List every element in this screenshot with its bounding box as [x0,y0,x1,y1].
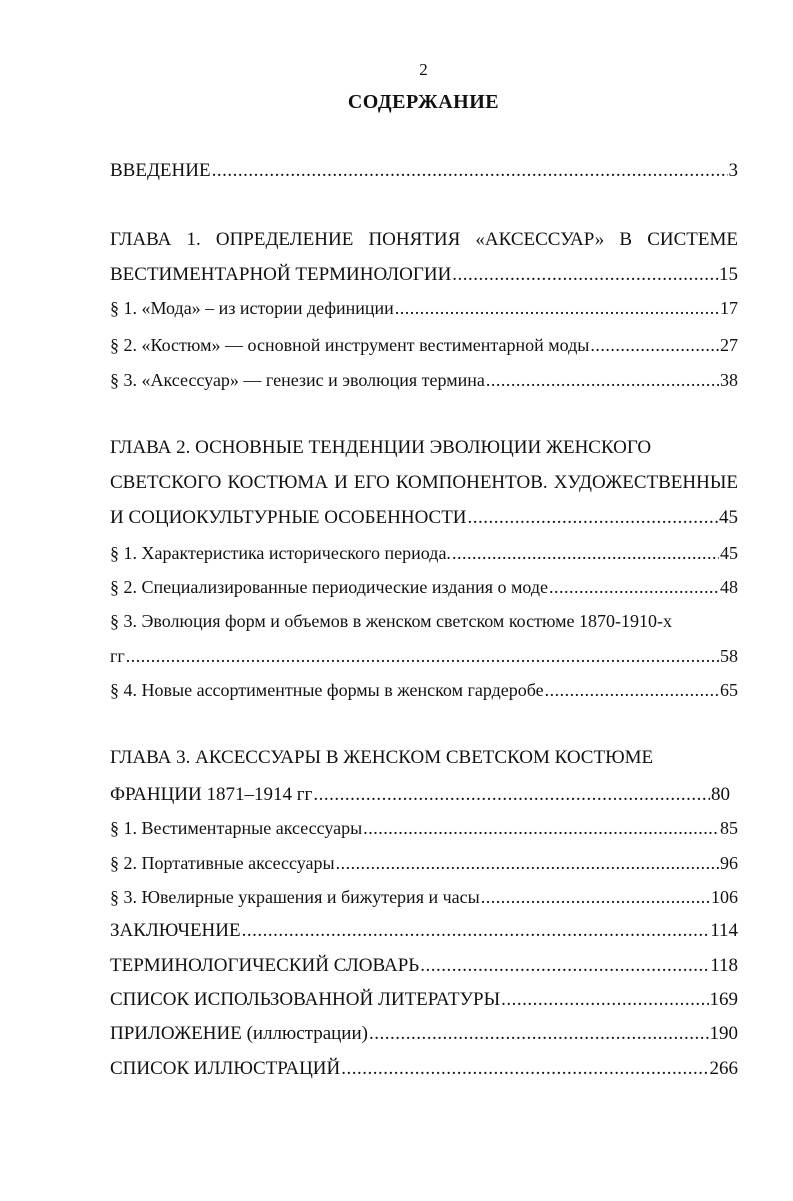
toc-entry-label: СПИСОК ИСПОЛЬЗОВАННОЙ ЛИТЕРАТУРЫ [110,989,501,1010]
toc-entry-label: ФРАНЦИИ 1871–1914 гг [110,784,313,805]
toc-entry-chapter-2[interactable] [110,507,738,529]
toc-entry-label: ТЕРМИНОЛОГИЧЕСКИЙ СЛОВАРЬ [110,955,420,976]
toc-entry-label: И СОЦИОКУЛЬТУРНЫЕ ОСОБЕННОСТИ [110,507,467,528]
toc-entry-bibliography[interactable] [110,989,738,1011]
toc-entry-chapter-3[interactable] [110,784,730,806]
dot-leader [395,298,719,319]
page-title: СОДЕРЖАНИЕ [347,91,500,113]
toc-entry-page: 48 [720,577,738,597]
dot-leader [545,680,719,701]
dot-leader [590,335,719,356]
toc-entry-ch2-section-2[interactable] [110,577,738,598]
toc-entry-ch2-section-3-line-1[interactable]: § 3. Эволюция форм и объемов в женском светском костюме 1870-1910-х [110,611,673,631]
toc-entry-ch2-section-4[interactable] [110,680,738,701]
toc-entry-illustrations-list[interactable] [110,1058,738,1080]
toc-entry-label: гг [110,646,125,666]
toc-entry-page: 114 [710,920,738,941]
dot-leader [336,853,719,874]
toc-entry-label: § 3. «Аксессуар» — генезис и эволюция термина [110,370,485,390]
toc-entry-page: 38 [720,370,738,390]
toc-entry-introduction[interactable] [110,160,738,182]
toc-entry-page: 58 [720,646,738,666]
toc-entry-ch3-section-3[interactable] [110,887,738,908]
toc-entry-ch1-section-2[interactable] [110,335,738,356]
toc-entry-label: ВЕСТИМЕНТАРНОЙ ТЕРМИНОЛОГИИ [110,264,452,285]
toc-entry-page: 65 [720,680,738,700]
chapter-3-heading-line-1[interactable]: ГЛАВА 3. АКСЕССУАРЫ В ЖЕНСКОМ СВЕТСКОМ КОСТЮМЕ [110,747,654,768]
toc-entry-page: 106 [711,887,738,907]
chapter-2-heading-line-2[interactable]: СВЕТСКОГО КОСТЮМА И ЕГО КОМПОНЕНТОВ. ХУДОЖЕСТВЕННЫЕ [110,472,738,493]
dot-leader [501,989,708,1011]
toc-entry-appendix[interactable] [110,1023,738,1045]
dot-leader [420,955,709,977]
chapter-1-heading-line-1[interactable]: ГЛАВА 1. ОПРЕДЕЛЕНИЕ ПОНЯТИЯ «АКСЕССУАР» В СИСТЕМЕ [110,229,738,250]
dot-leader [481,887,710,908]
toc-entry-ch2-section-1[interactable] [110,543,738,564]
dot-leader [369,1023,709,1045]
dot-leader [341,1058,708,1080]
toc-entry-label: § 1. Вестиментарные аксессуары [110,818,363,838]
toc-entry-page: 45 [720,543,738,563]
toc-entry-page: 266 [709,1058,738,1079]
page-number: 2 [419,60,428,79]
toc-entry-label: СПИСОК ИЛЛЮСТРАЦИЙ [110,1058,341,1079]
dot-leader [486,370,719,391]
toc-entry-page: 45 [719,507,738,528]
toc-entry-label: ЗАКЛЮЧЕНИЕ [110,920,241,941]
dot-leader [313,784,710,806]
toc-entry-ch3-section-2[interactable] [110,853,738,874]
toc-entry-ch2-section-3[interactable] [110,646,738,667]
chapter-2-heading-line-1[interactable]: ГЛАВА 2. ОСНОВНЫЕ ТЕНДЕНЦИИ ЭВОЛЮЦИИ ЖЕНСКОГО [110,437,652,458]
dot-leader [242,920,710,942]
toc-entry-page: 3 [728,160,738,181]
dot-leader [363,818,719,839]
dot-leader [549,577,719,598]
toc-entry-page: 27 [720,335,738,355]
toc-entry-label: § 2. «Костюм» — основной инструмент вестиментарной моды [110,335,590,355]
dot-leader [452,543,719,564]
toc-entry-label: § 1. «Мода» – из истории дефиниции [110,298,394,318]
toc-entry-label: ПРИЛОЖЕНИЕ (иллюстрации) [110,1023,368,1044]
toc-entry-page: 118 [710,955,738,976]
toc-entry-ch1-section-1[interactable] [110,298,738,319]
toc-entry-page: 190 [709,1023,738,1044]
dot-leader [468,507,718,529]
toc-entry-conclusion[interactable] [110,920,738,942]
toc-entry-label: § 2. Специализированные периодические издания о моде [110,577,549,597]
toc-entry-page: 169 [709,989,738,1010]
toc-entry-page: 96 [720,853,738,873]
dot-leader [212,160,728,182]
toc-entry-label: § 3. Ювелирные украшения и бижутерия и часы [110,887,480,907]
toc-entry-label: ВВЕДЕНИЕ [110,160,211,181]
toc-entry-page: 15 [719,264,738,285]
toc-entry-label: § 2. Портативные аксессуары [110,853,335,873]
toc-entry-glossary[interactable] [110,955,738,977]
toc-entry-page: 80 [711,784,730,805]
toc-entry-page: 17 [720,298,738,318]
toc-entry-label: § 4. Новые ассортиментные формы в женском гардеробе [110,680,544,700]
toc-entry-chapter-1[interactable] [110,264,738,286]
dot-leader [452,264,718,286]
toc-entry-page: 85 [720,818,738,838]
toc-entry-ch3-section-1[interactable] [110,818,738,839]
toc-entry-ch1-section-3[interactable] [110,370,738,391]
dot-leader [126,646,719,667]
toc-entry-label: § 1. Характеристика исторического периода. [110,543,451,563]
